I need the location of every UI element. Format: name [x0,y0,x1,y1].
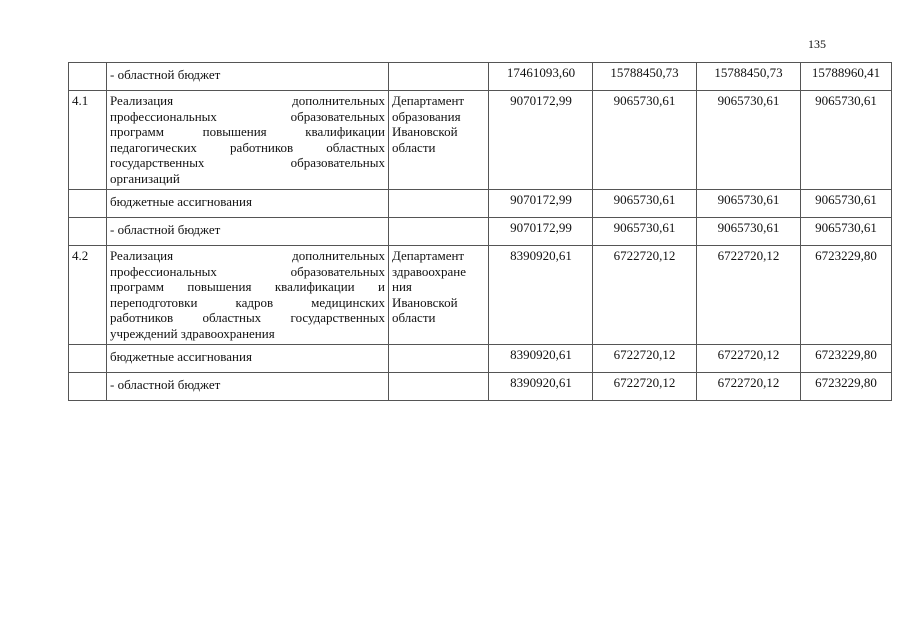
value-cell: 15788450,73 [593,63,697,91]
row-name: - областной бюджет [107,373,389,401]
row-name: - областной бюджет [107,218,389,246]
row-department [389,246,489,345]
row-department [389,345,489,373]
page-number: 135 [808,37,826,51]
row-department [389,63,489,91]
value-cell: 17461093,60 [489,63,593,91]
row-name-line: профессиональных образовательных [110,263,385,279]
row-number: 4.2 [69,246,107,345]
value-cell: 6722720,12 [593,246,697,345]
table-row [69,345,892,373]
table-row [69,373,892,401]
value-cell: 6723229,80 [801,373,892,401]
value-cell: 9070172,99 [489,190,593,218]
table-row [69,63,892,91]
value-cell: 9065730,61 [697,190,801,218]
row-department [389,373,489,401]
value-cell: 9065730,61 [697,91,801,190]
row-name-line: педагогических работников областных [110,139,385,155]
row-name-line: переподготовки кадров медицинских [110,294,385,310]
value-cell: 6722720,12 [593,373,697,401]
value-cell: 15788450,73 [697,63,801,91]
row-name-line: государственных образовательных [110,155,385,170]
value-cell: 8390920,61 [489,246,593,345]
row-number [69,345,107,373]
row-name-line: работников областных государственных [110,310,385,325]
value-cell: 9065730,61 [593,218,697,246]
department-line: образования [392,108,461,124]
value-cell: 8390920,61 [489,373,593,401]
value-cell: 6722720,12 [593,345,697,373]
table-row [69,190,892,218]
value-cell: 9070172,99 [489,91,593,190]
value-cell: 9065730,61 [801,190,892,218]
table-row [69,246,892,345]
value-cell: 6723229,80 [801,246,892,345]
row-number [69,373,107,401]
value-cell: 9065730,61 [593,190,697,218]
table-row [69,91,892,190]
row-number [69,190,107,218]
department-line: Ивановской [392,294,458,310]
value-cell: 6723229,80 [801,345,892,373]
value-cell: 8390920,61 [489,345,593,373]
row-department [389,190,489,218]
row-number [69,218,107,246]
row-name-line: организаций [110,170,180,186]
department-line: области [392,310,436,325]
value-cell: 9065730,61 [801,91,892,190]
value-cell: 6722720,12 [697,373,801,401]
value-cell: 9065730,61 [593,91,697,190]
department-line: здравоохране [392,263,467,279]
row-name: бюджетные ассигнования [107,345,389,373]
row-name-line: Реализация дополнительных [110,248,385,263]
department-line: Департамент [392,248,465,263]
department-line: Ивановской [392,124,458,139]
value-cell: 15788960,41 [801,63,892,91]
row-name: бюджетные ассигнования [107,190,389,218]
value-cell: 6722720,12 [697,345,801,373]
row-name [107,91,389,190]
row-name-line: программ повышения квалификации и [110,279,385,294]
row-name: - областной бюджет [107,63,389,91]
value-cell: 6722720,12 [697,246,801,345]
row-department [389,91,489,190]
department-line: области [392,139,436,155]
value-cell: 9065730,61 [801,218,892,246]
department-line: ния [392,279,412,294]
row-name-line: Реализация дополнительных [110,93,385,108]
budget-table [68,62,892,401]
department-line: Департамент [392,93,465,108]
row-name-line: учреждений здравоохранения [110,325,275,341]
row-number [69,63,107,91]
row-name-line: программ повышения квалификации [110,124,385,139]
row-name [107,246,389,345]
row-department [389,218,489,246]
value-cell: 9070172,99 [489,218,593,246]
value-cell: 9065730,61 [697,218,801,246]
table-row [69,218,892,246]
row-number: 4.1 [69,91,107,190]
row-name-line: профессиональных образовательных [110,108,385,124]
